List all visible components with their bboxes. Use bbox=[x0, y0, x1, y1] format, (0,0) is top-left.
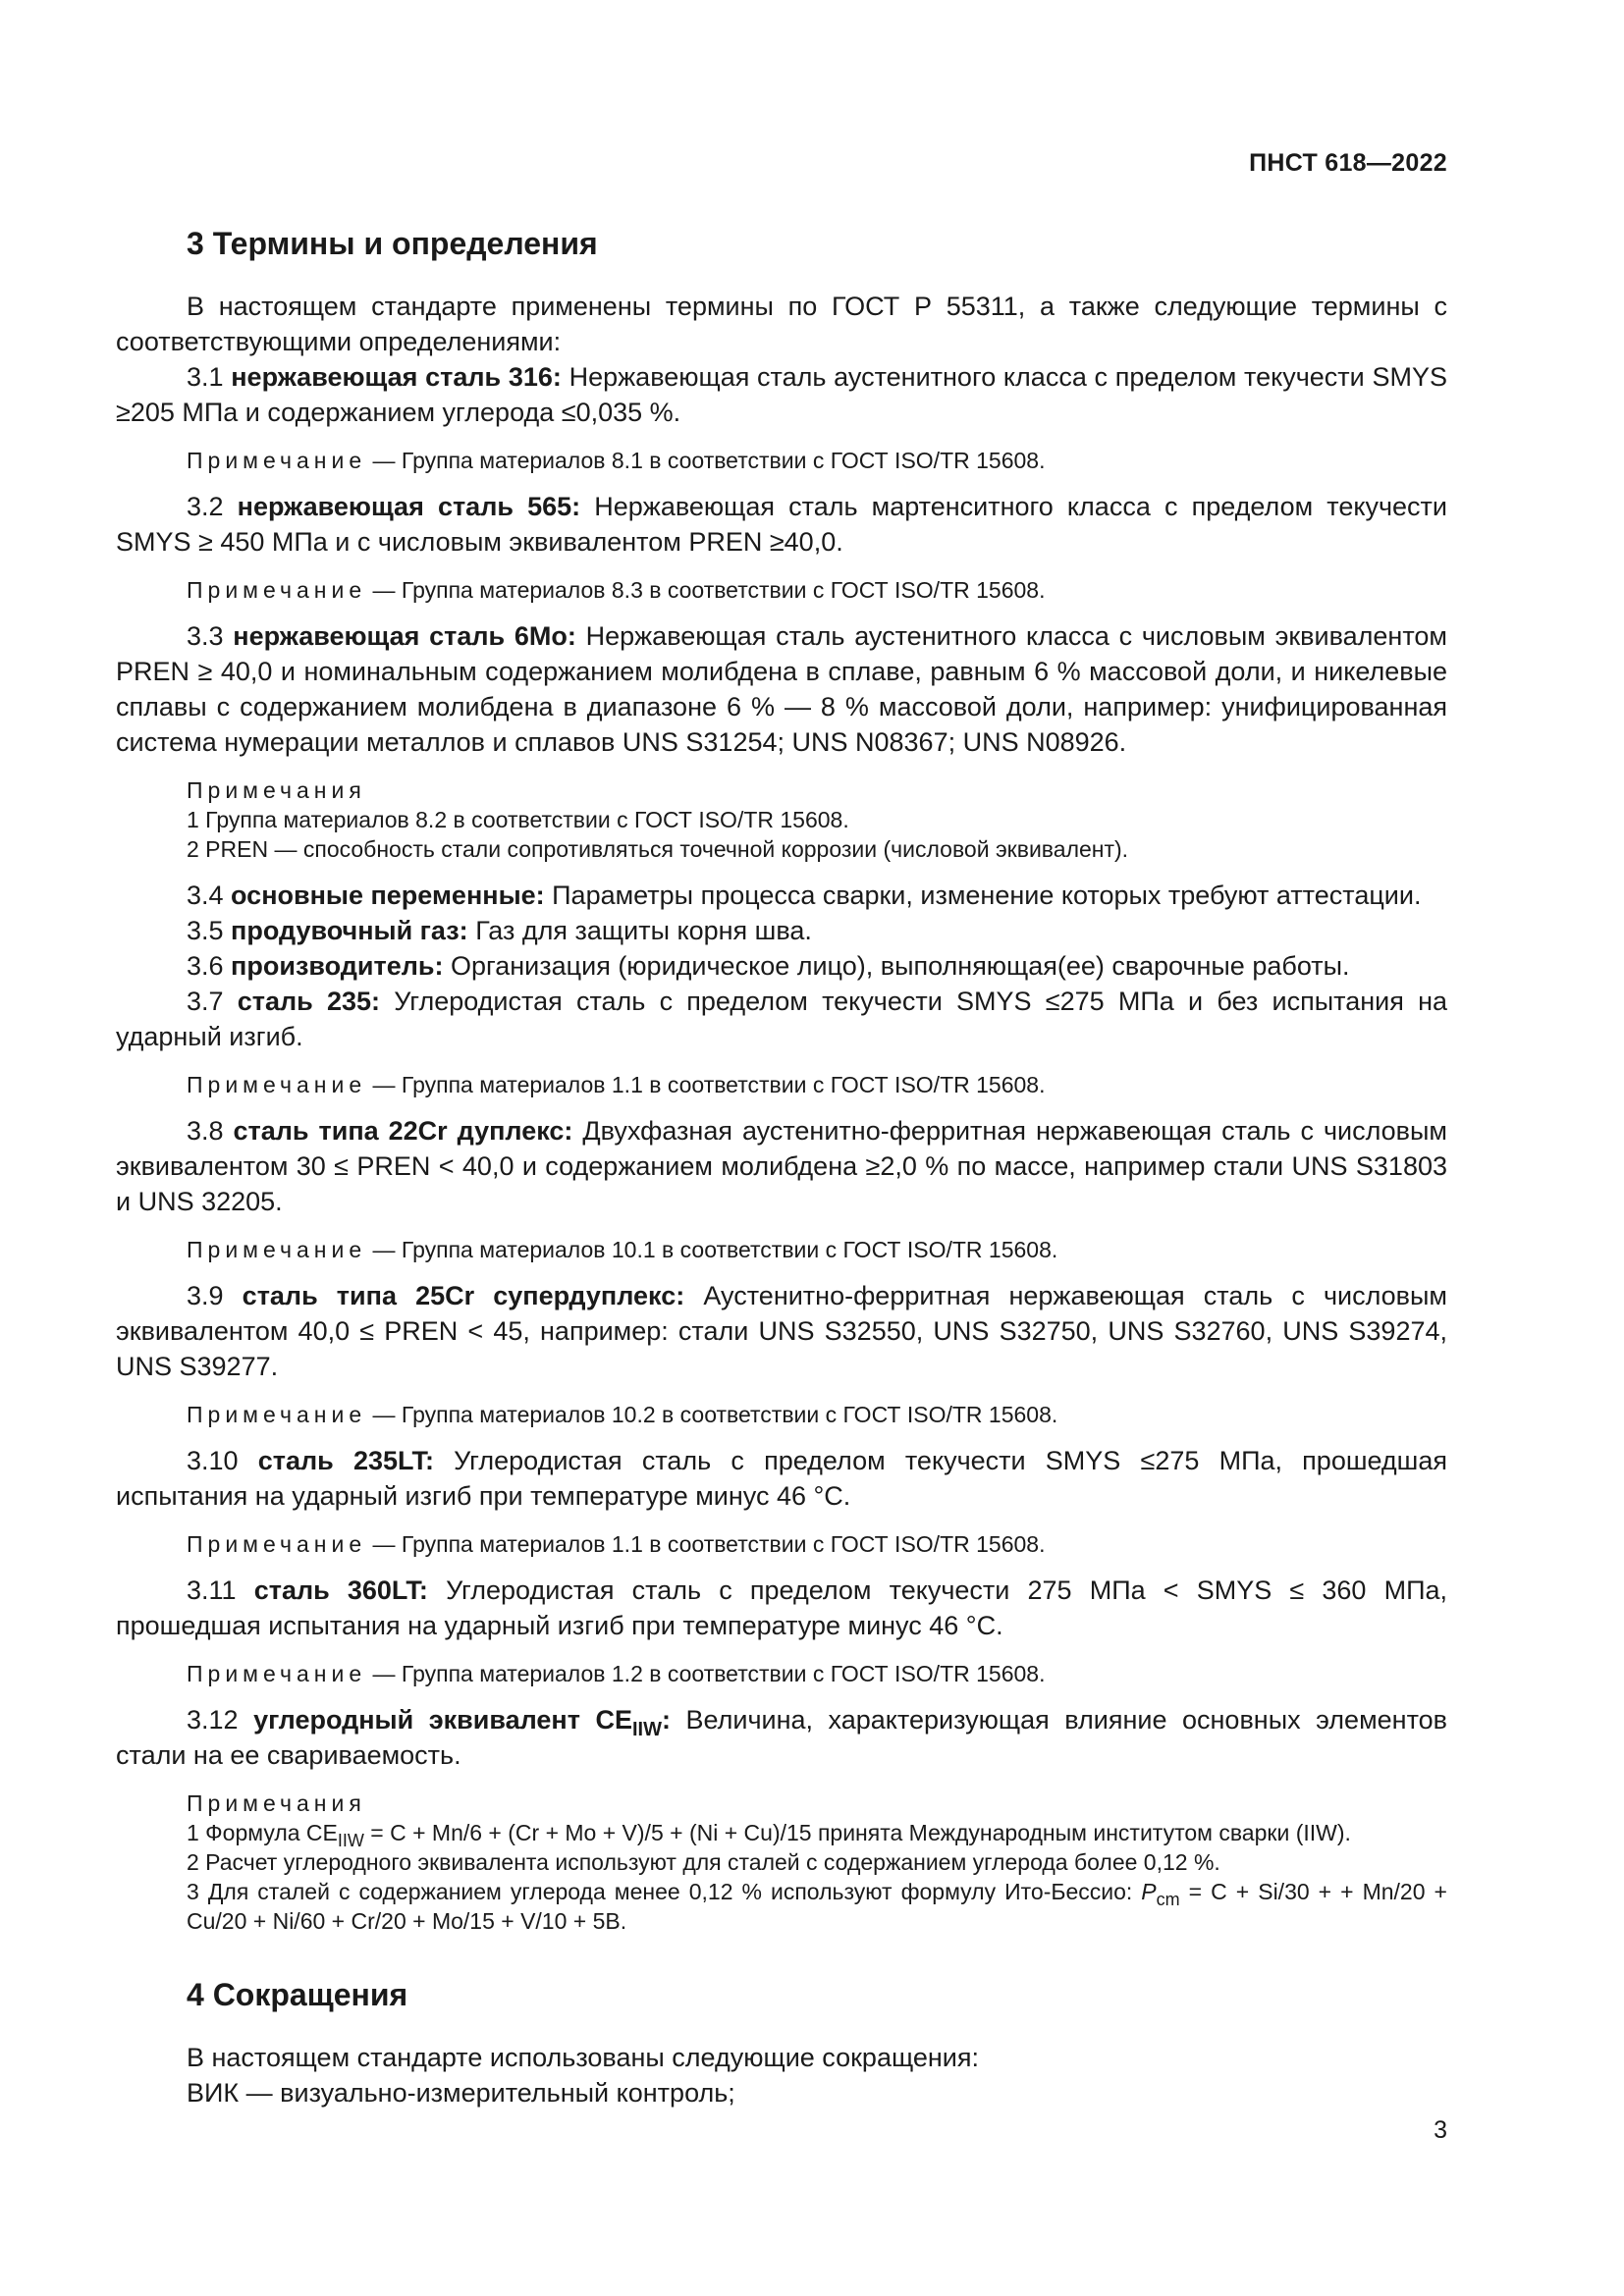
note-item: 1 Формула $CE_{IIW} = С + Mn/6 + (Cr + Mo + V)/5 + (Ni + Cu)/15$ принята Международным институтом сварки (IIW). bbox=[187, 1820, 1351, 1850]
note-item: 3 Для сталей с содержанием углерода менее 0,12 % используют формулу Ито-Бессио: $P_{cm} = C + Si/30$ + + Mn/20 + Cu/20 + Ni/60 + Cr/20 + Mo/15 + V/10 + 5B. bbox=[187, 1879, 1447, 1934]
term-3-11: 3.11 сталь 360LT: Углеродистая сталь с пределом текучести 275 МПа < SMYS ≤ 360 МПа, прошедшая испытания на ударный изгиб при температуре минус 46 °С. bbox=[116, 1575, 1447, 1640]
note-item: 1 Группа материалов 8.2 в соответствии с ГОСТ ISO/TR 15608. bbox=[187, 807, 849, 832]
term-3-10: 3.10 сталь 235LT: Углеродистая сталь с пределом текучести SMYS ≤275 МПа, прошедшая испытания на ударный изгиб при температуре минус 46 °С. bbox=[116, 1446, 1447, 1511]
term-3-4: 3.4 основные переменные: Параметры процесса сварки, изменение которых требуют аттестации. bbox=[187, 881, 1422, 910]
term-3-12: 3.12 углеродный эквивалент $CE_{IIW}$: Величина, характеризующая влияние основных элементов стали на ее свариваемость. bbox=[116, 1705, 1447, 1770]
notes-3-12: Примечания 1 Формула $CE_{IIW} = С + Mn/6 + (Cr + Mo + V)/5 + (Ni + Cu)/15$ принята Международным институтом сварки (IIW). 2 Расчет углеродного эквивалента используют для сталей с содержанием углерода более 0,12 %. 3 Для сталей с содержанием углерода менее 0,12 % используют формулу Ито-Бессио: $P_{cm} = C + Si/30$ + + Mn/20 + Cu/20 + Ni/60 + Cr/20 + Mo/15 + V/10 + 5B. bbox=[187, 1790, 1447, 1934]
page-number: 3 bbox=[1434, 2116, 1447, 2144]
term-3-9: 3.9 сталь типа 25Cr супердуплекс: Аустенитно-ферритная нержавеющая сталь с числовым эквивалентом 40,0 ≤ PREN < 45, например: стали UNS S32550, UNS S32750, UNS S32760, UNS S39274, UNS S39277. bbox=[116, 1281, 1447, 1381]
note-3-1: Примечание — Группа материалов 8.1 в соответствии с ГОСТ ISO/TR 15608. bbox=[187, 448, 1046, 473]
note-3-2: Примечание — Группа материалов 8.3 в соответствии с ГОСТ ISO/TR 15608. bbox=[187, 577, 1046, 603]
term-3-5: 3.5 продувочный газ: Газ для защиты корня шва. bbox=[187, 916, 812, 945]
note-3-7: Примечание — Группа материалов 1.1 в соответствии с ГОСТ ISO/TR 15608. bbox=[187, 1072, 1046, 1097]
notes-3-3: Примечания 1 Группа материалов 8.2 в соответствии с ГОСТ ISO/TR 15608. 2 PREN — способность стали сопротивляться точечной коррозии (числовой эквивалент). bbox=[187, 775, 1447, 864]
term-3-1: 3.1 нержавеющая сталь 316: Нержавеющая сталь аустенитного класса с пределом текучести SMYS ≥205 МПа и содержанием углерода ≤0,035 %. bbox=[116, 362, 1447, 427]
page-content bbox=[116, 224, 1447, 2110]
note-3-11: Примечание — Группа материалов 1.2 в соответствии с ГОСТ ISO/TR 15608. bbox=[187, 1661, 1046, 1686]
note-3-8: Примечание — Группа материалов 10.1 в соответствии с ГОСТ ISO/TR 15608. bbox=[187, 1237, 1058, 1262]
document-code: ПНСТ 618—2022 bbox=[1249, 149, 1447, 177]
note-3-9: Примечание — Группа материалов 10.2 в соответствии с ГОСТ ISO/TR 15608. bbox=[187, 1402, 1058, 1427]
note-item: 2 PREN — способность стали сопротивляться точечной коррозии (числовой эквивалент). bbox=[187, 836, 1129, 862]
section-3-title: 3 Термины и определения bbox=[187, 226, 598, 261]
term-3-8: 3.8 сталь типа 22Cr дуплекс: Двухфазная аустенитно-ферритная нержавеющая сталь с числовым эквивалентом 30 ≤ PREN < 40,0 и содержанием молибдена ≥2,0 % по массе, например стали UNS S31803 и UNS 32205. bbox=[116, 1116, 1447, 1216]
section-3-intro: В настоящем стандарте применены термины по ГОСТ Р 55311, а также следующие термины с соответствующими определениями: bbox=[116, 292, 1447, 356]
term-3-6: 3.6 производитель: Организация (юридическое лицо), выполняющая(ее) сварочные работы. bbox=[187, 951, 1350, 981]
section-4-title: 4 Сокращения bbox=[187, 1977, 408, 2012]
section-4-intro: В настоящем стандарте использованы следующие сокращения: bbox=[187, 2043, 980, 2072]
note-3-10: Примечание — Группа материалов 1.1 в соответствии с ГОСТ ISO/TR 15608. bbox=[187, 1531, 1046, 1557]
term-3-7: 3.7 сталь 235: Углеродистая сталь с пределом текучести SMYS ≤275 МПа и без испытания на ударный изгиб. bbox=[116, 987, 1447, 1051]
term-3-2: 3.2 нержавеющая сталь 565: Нержавеющая сталь мартенситного класса с пределом текучести SMYS ≥ 450 МПа и с числовым эквивалентом PREN ≥40,0. bbox=[116, 492, 1448, 557]
abbreviation-item: ВИК — визуально-измерительный контроль; bbox=[187, 2078, 735, 2108]
term-3-3: 3.3 нержавеющая сталь 6Mo: Нержавеющая сталь аустенитного класса с числовым эквивалентом PREN ≥ 40,0 и номинальным содержанием молибдена в сплаве, равным 6 % массовой доли, и никелевые сплавы с содержанием молибдена в диапазоне 6 % — 8 % массовой доли, например: унифицированная система нумерации металлов и сплавов UNS S31254; UNS N08367; UNS N08926. bbox=[116, 621, 1447, 757]
note-item: 2 Расчет углеродного эквивалента используют для сталей с содержанием углерода более 0,12 %. bbox=[187, 1849, 1220, 1875]
